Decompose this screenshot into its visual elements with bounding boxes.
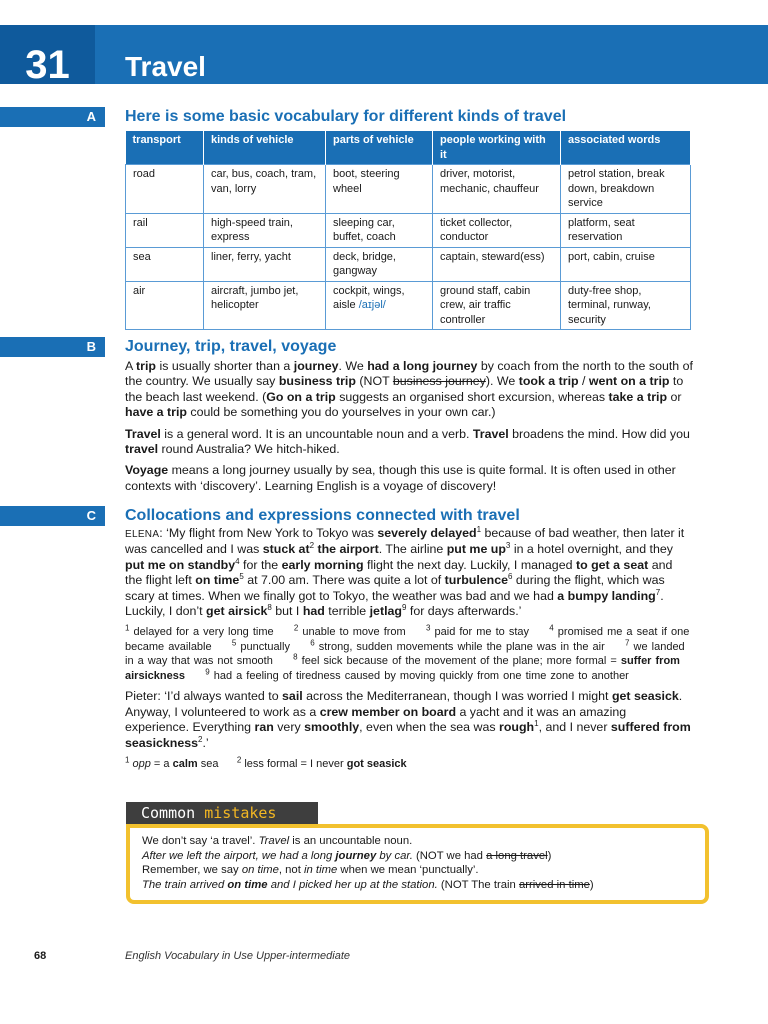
table-cell: petrol station, break down, breakdown service <box>561 165 691 214</box>
unit-number: 31 <box>0 25 95 84</box>
mistake-line: We don’t say ‘a travel’. Travel is an uncountable noun. <box>142 835 413 847</box>
vocab-table <box>125 131 691 330</box>
table-cell: ground staff, cabin crew, air traffic controller <box>433 281 561 330</box>
column-header: parts of vehicle <box>326 131 433 165</box>
table-row <box>126 165 691 214</box>
table-cell: duty-free shop, terminal, runway, security <box>561 281 691 330</box>
cell-text: cockpit, wings, aisle <box>333 284 405 311</box>
column-header: associated words <box>561 131 691 165</box>
table-cell: sea <box>126 247 204 281</box>
section-b-body <box>125 359 693 494</box>
section-a-heading: Here is some basic vocabulary for different kinds of travel <box>125 108 567 125</box>
table-cell: deck, bridge, gangway <box>326 247 433 281</box>
table-cell: port, cabin, cruise <box>561 247 691 281</box>
table-cell: road <box>126 165 204 214</box>
mistake-line: The train arrived on time and I picked her up at the station. (NOT The train arrived in time) <box>142 878 594 891</box>
table-cell: driver, motorist, mechanic, chauffeur <box>433 165 561 214</box>
table-row <box>126 247 691 281</box>
mistake-line: After we left the airport, we had a long journey by car. (NOT we had a long travel) <box>142 849 552 862</box>
column-header: transport <box>126 131 204 165</box>
unit-title: Travel <box>125 51 206 82</box>
phonetic-transcription: /aɪjəl/ <box>358 299 386 311</box>
paragraph-voyage: Voyage means a long journey usually by sea, though this use is quite formal. It is often used in other contexts with ‘discovery’. Learning English is a voyage of discovery! <box>125 463 676 493</box>
mistake-line: Remember, we say on time, not in time when we mean ‘punctually’. <box>142 864 479 876</box>
section-b-heading: Journey, trip, travel, voyage <box>125 338 337 355</box>
table-cell: captain, steward(ess) <box>433 247 561 281</box>
table-cell: high-speed train, express <box>204 213 326 247</box>
pieter-footnotes: $^1$ opp = a calm sea $^2$ less formal = I never got seasick <box>125 755 407 771</box>
column-header: kinds of vehicle <box>204 131 326 165</box>
table-cell: rail <box>126 213 204 247</box>
pieter-story: Pieter: ‘I’d always wanted to sail across the Mediterranean, though I was worried I might get seasick. Anyway, I volunteered to work as a crew member on board a yacht and it was an amazing experience. Everything ran very smoothly, even when the sea was rough$^1$, and I never suffered from seasickness$^2$.’ <box>125 689 691 750</box>
table-cell: platform, seat reservation <box>561 213 691 247</box>
table-row <box>126 281 691 330</box>
table-cell: sleeping car, buffet, coach <box>326 213 433 247</box>
table-cell: boot, steering wheel <box>326 165 433 214</box>
section-c-heading: Collocations and expressions connected with travel <box>125 507 520 524</box>
paragraph-travel: Travel is a general word. It is an uncountable noun and a verb. Travel broadens the mind. How did you travel round Australia? We hitch-hiked. <box>125 426 690 457</box>
book-title: English Vocabulary in Use Upper-intermediate <box>125 950 351 962</box>
page-number: 68 <box>34 950 47 962</box>
section-a-tab: A <box>0 107 105 127</box>
elena-footnotes: $^1$ delayed for a very long time $^2$ unable to move from $^3$ paid for me to stay $^4$ promised me a seat if one became available $^5$ punctually $^6$ strong, sudden movements while the plane was in the air $^7$ we landed in a way that was not smooth $^8$ feel sick because of the movement of the plane; more formal = suffer from airsickness $^9$ had a feeling of tiredness caused by moving quickly from one time zone to another <box>125 623 690 682</box>
vocab-table-header <box>126 131 691 165</box>
table-cell: air <box>126 281 204 330</box>
table-cell: liner, ferry, yacht <box>204 247 326 281</box>
table-row <box>126 213 691 247</box>
section-c-body <box>125 526 693 772</box>
table-cell <box>326 281 433 330</box>
table-cell: ticket collector, conductor <box>433 213 561 247</box>
section-b-tab: B <box>0 337 105 357</box>
column-header: people working with it <box>433 131 561 165</box>
paragraph-trip-journey: A trip is usually shorter than a journey. We had a long journey by coach from the north to the south of the country. We usually say business trip (NOT business journey). We took a trip / went on a trip to the beach last weekend. (Go on a trip suggests an organised short excursion, whereas take a trip or have a trip could be something you do yourselves in your own car.) <box>125 359 693 420</box>
elena-story: ELENA: ‘My flight from New York to Tokyo was severely delayed$^1$ because of bad weather, then later it was cancelled and I was stuck $at^2$ the airport. The airline put me $up^3$ in a hotel overnight, and they put me on standby$^4$ for the early morning flight the next day. Luckily, I managed to get a seat and the flight left on time$^5$ at 7.00 am. There was quite a lot of turbulence$^6$ during the flight, which was scary at times. When we finally got to Tokyo, the weather was bad and we had a bumpy landing$^7$. Luckily, I don’t get airsick$^8$ but I had terrible jetlag$^9$ for days afterwards.’ <box>125 524 685 619</box>
unit-header <box>0 25 768 87</box>
common-mistakes-box <box>126 824 709 904</box>
table-cell: car, bus, coach, tram, van, lorry <box>204 165 326 214</box>
section-c-tab: C <box>0 506 105 526</box>
table-cell: aircraft, jumbo jet, helicopter <box>204 281 326 330</box>
common-mistakes-label: Common mistakes <box>126 802 318 824</box>
